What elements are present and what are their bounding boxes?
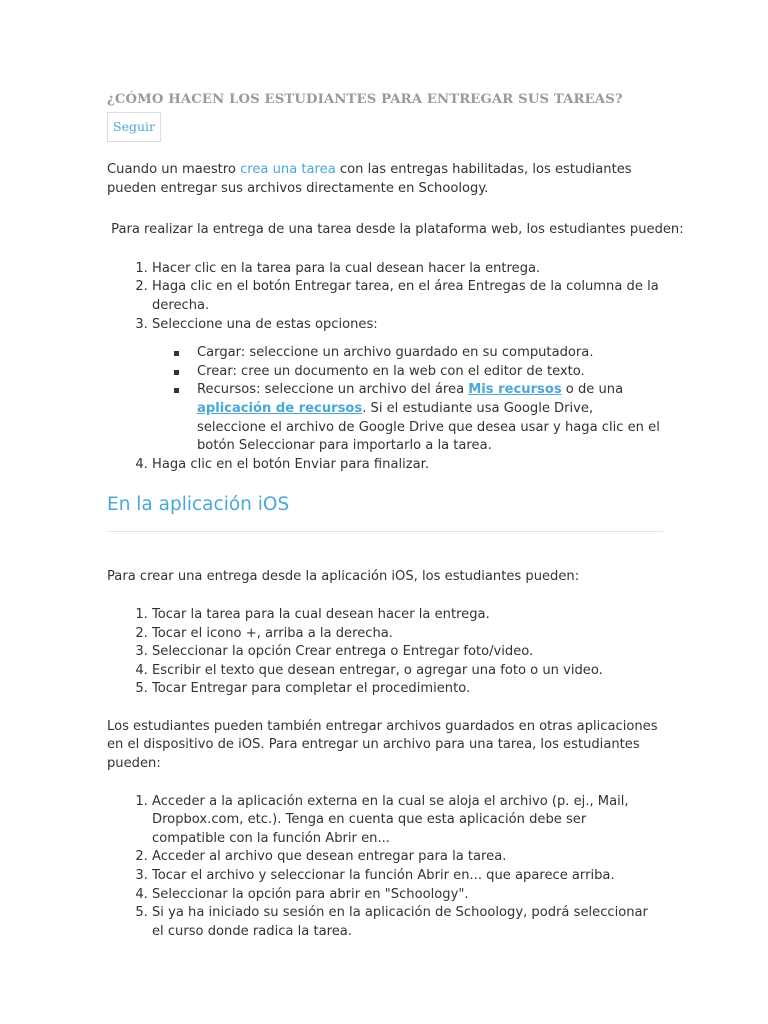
square-bullet-icon [174,370,179,375]
list-item-text: Seleccione una de estas opciones: [152,316,378,332]
section-divider [107,531,663,532]
list-item [152,316,663,456]
option-create-text: Crear: cree un documento en la web con el editor de texto. [197,363,585,379]
list-item: 1. Acceder a la aplicación externa en la cual se aloja el archivo (p. ej., Mail, Dropbox.com, etc.). Tenga en cuenta que esta aplicación debe ser compatible con la función Abrir en... [152,793,663,849]
list-item: 1. Hacer clic en la tarea para la cual desean hacer la entrega. [152,260,663,279]
list-item: 2. Haga clic en el botón Entregar tarea, en el área Entregas de la columna de la derecha. [152,278,663,315]
intro-text-end: con las entregas habilitadas, los estudiantes pueden entregar sus archivos directamente en Schoology. [107,162,632,196]
ios-steps-list [107,606,663,699]
list-item: 5. Si ya ha iniciado su sesión en la aplicación de Schoology, podrá seleccionar el curso donde radica la tarea. [152,904,663,941]
intro-text-start: Cuando un maestro [107,162,241,177]
options-list [152,344,663,456]
ios-other-steps-list [107,793,663,942]
list-item: 2. Acceder al archivo que desean entregar para la tarea. [152,848,663,867]
option-resources-text-mid: o de una [561,382,624,398]
square-bullet-icon [174,351,179,356]
my-resources-link[interactable]: Mis recursos [468,382,562,398]
option-resources [197,381,663,455]
web-lead-paragraph: Para realizar la entrega de una tarea desde la plataforma web, los estudiantes pueden: [107,222,684,238]
option-upload [197,344,663,363]
list-item: 5. Tocar Entregar para completar el procedimiento. [152,680,663,699]
list-item: 4. Haga clic en el botón Enviar para finalizar. [152,456,663,475]
list-item: 4. Seleccionar la opción para abrir en "Schoology". [152,886,663,905]
ios-other-apps-paragraph: Los estudiantes pueden también entregar archivos guardados en otras aplicaciones en el dispositivo de iOS. Para entregar un archivo para una tarea, los estudiantes pueden: [107,718,658,772]
square-bullet-icon [174,388,179,393]
follow-button[interactable]: Seguir [107,112,161,142]
list-item: 4. Escribir el texto que desean entregar, o agregar una foto o un video. [152,662,663,681]
ios-section-title: En la aplicación iOS [107,494,290,516]
intro-paragraph [107,161,663,198]
article-title: ¿CÓMO HACEN LOS ESTUDIANTES PARA ENTREGAR SUS TAREAS? [107,92,623,107]
list-item: 3. Seleccionar la opción Crear entrega o Entregar foto/video. [152,643,663,662]
option-create [197,363,663,382]
list-item: 1. Tocar la tarea para la cual desean hacer la entrega. [152,606,663,625]
resource-app-link[interactable]: aplicación de recursos [197,400,363,416]
article-content [107,90,684,941]
ios-lead-paragraph: Para crear una entrega desde la aplicación iOS, los estudiantes pueden: [107,569,580,585]
web-steps-list [107,260,663,475]
list-item: 3. Tocar el archivo y seleccionar la función Abrir en... que aparece arriba. [152,867,663,886]
option-upload-text: Cargar: seleccione un archivo guardado en su computadora. [197,345,594,361]
option-resources-text-end: . Si el estudiante usa Google Drive, seleccione el archivo de Google Drive que desea usar y haga clic en el botón Seleccionar para importarlo a la tarea. [197,400,660,454]
list-item: 2. Tocar el icono +, arriba a la derecha. [152,625,663,644]
create-assignment-link[interactable]: crea una tarea [240,162,336,177]
option-resources-text-start: Recursos: seleccione un archivo del área [197,382,469,398]
